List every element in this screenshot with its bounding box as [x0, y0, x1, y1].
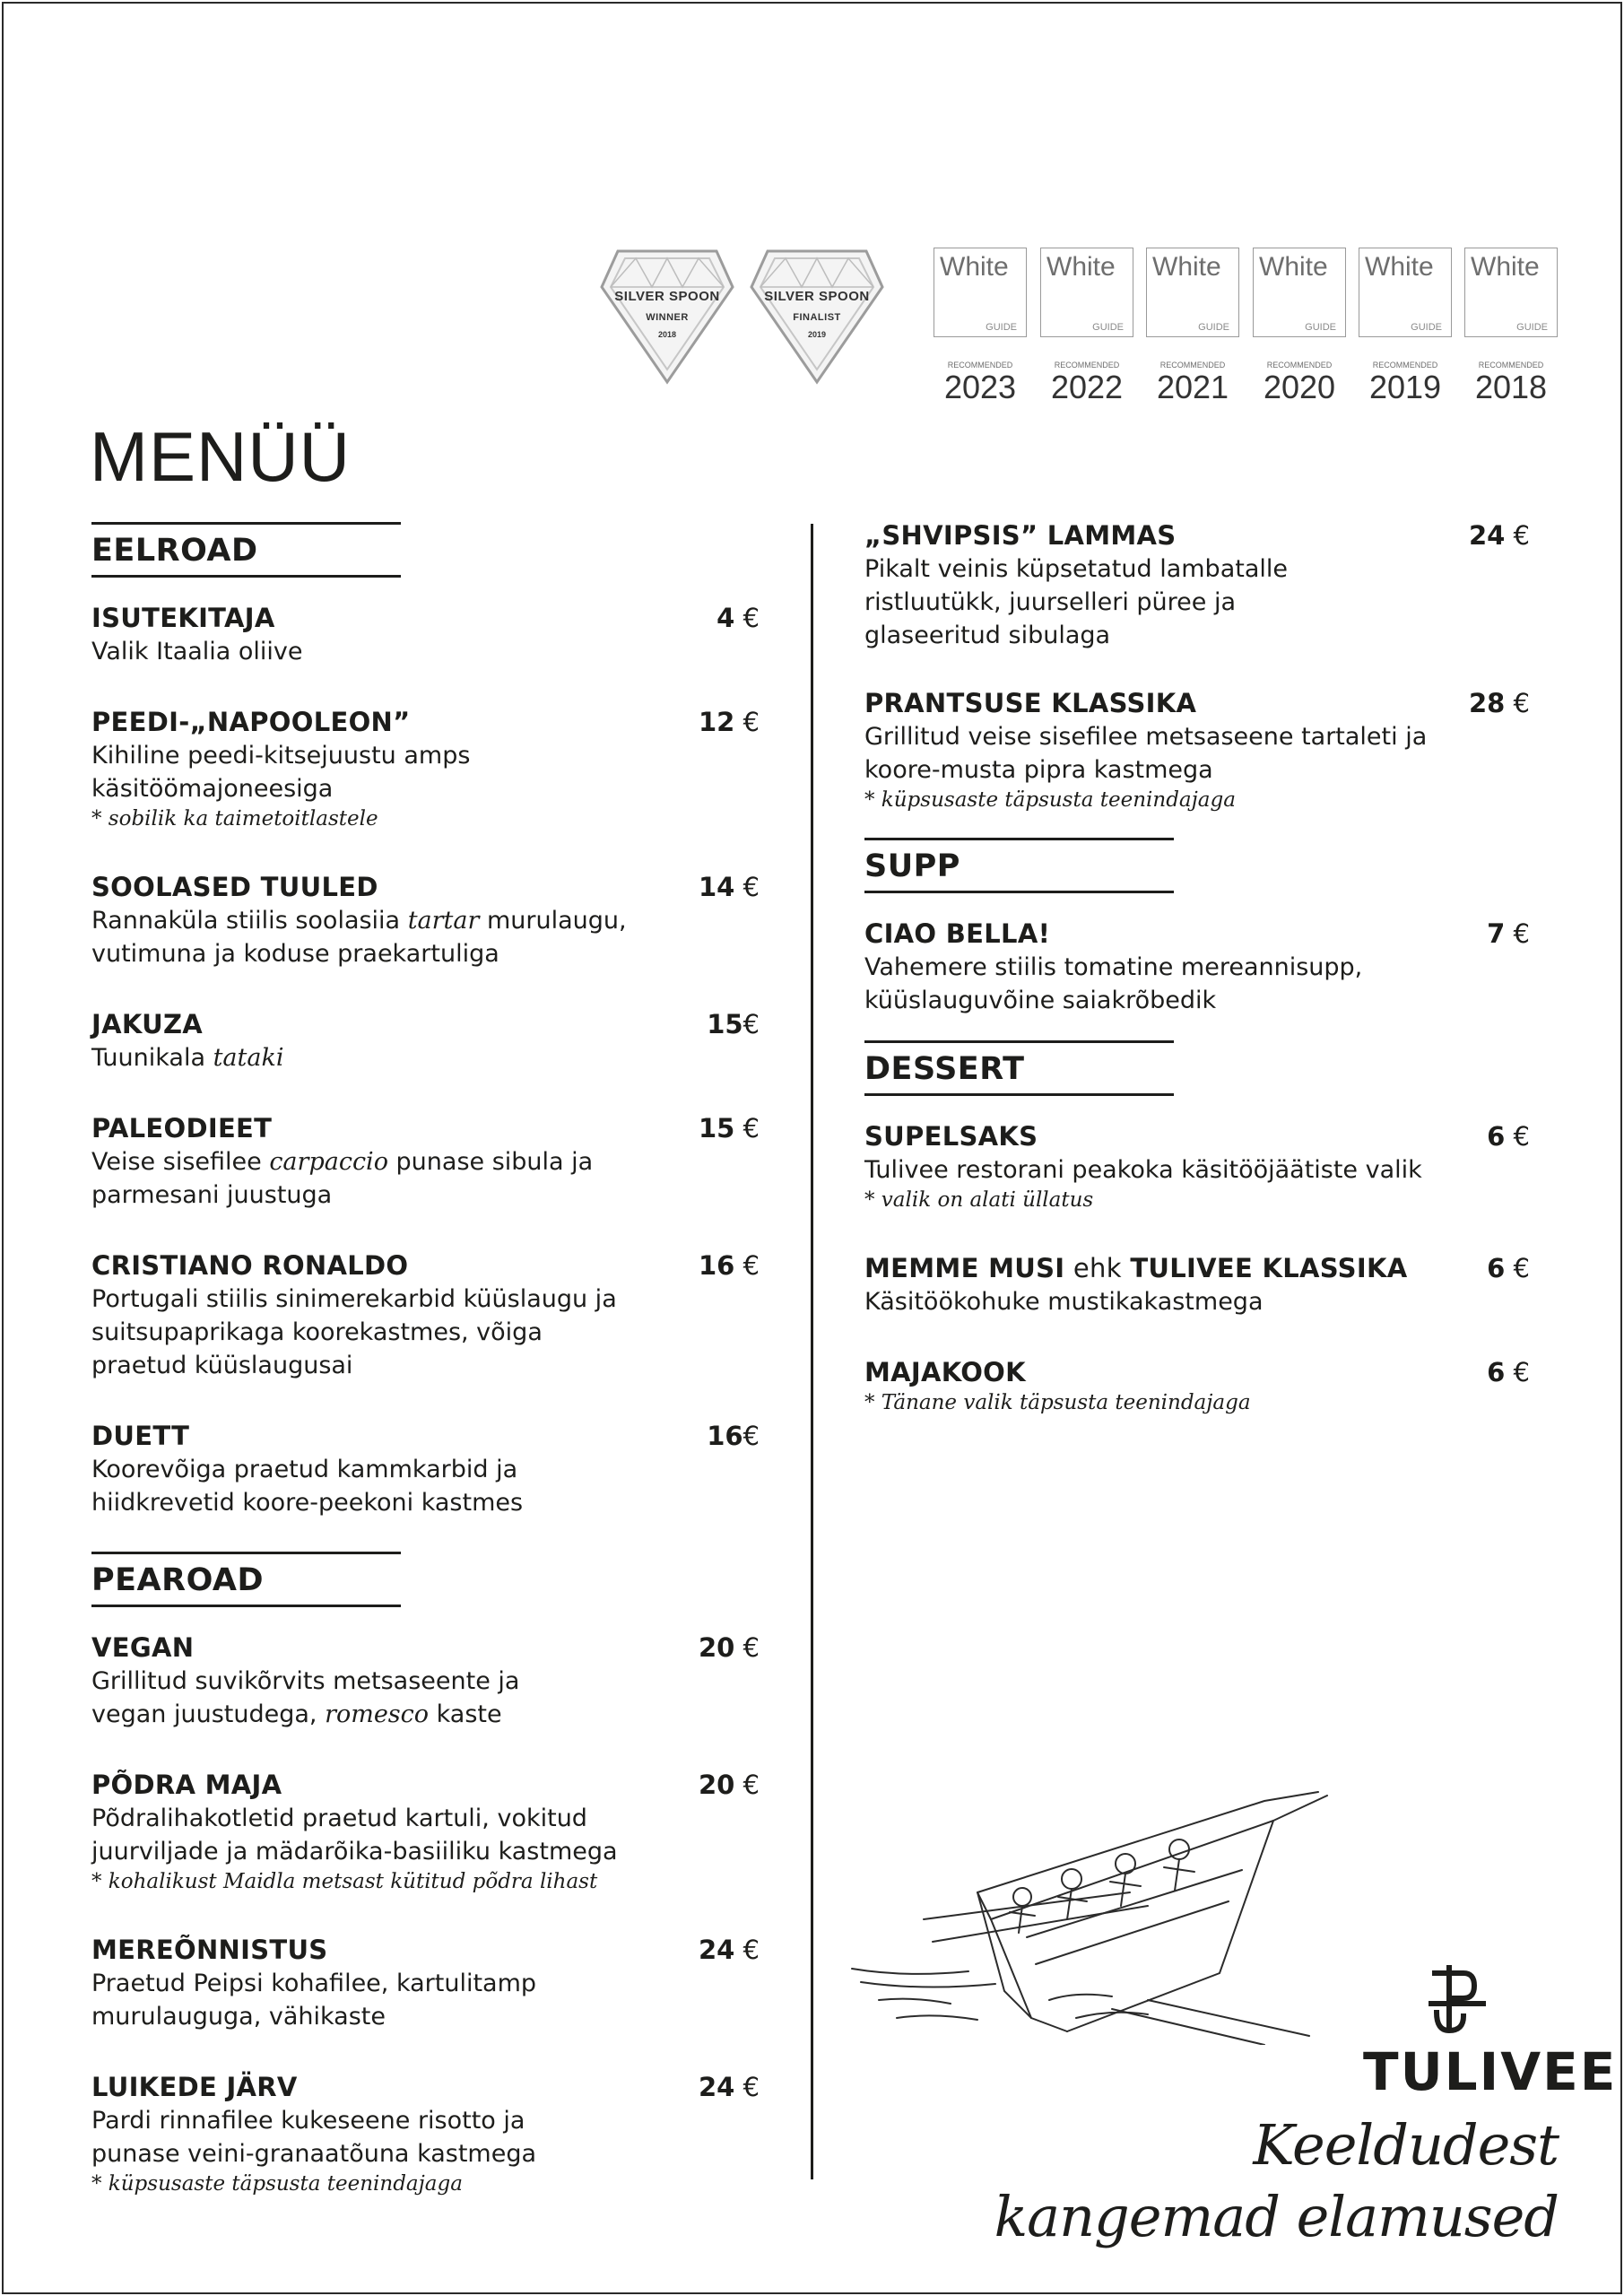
item-price: 4 €	[716, 603, 760, 633]
menu-item	[91, 1631, 760, 1731]
white-guide-guide: GUIDE	[1092, 322, 1124, 333]
menu-column-left	[91, 522, 760, 2235]
item-description: Pardi rinnafilee kukeseene risotto ja punase veini-granaatõuna kastmega	[91, 2107, 537, 2168]
menu-item	[91, 705, 760, 833]
item-price: 16€	[707, 1421, 760, 1451]
item-name: MAJAKOOK	[864, 1357, 1026, 1387]
item-price: 24 €	[698, 2072, 760, 2102]
section-title: EELROAD	[91, 533, 258, 569]
white-guide-year: 2022	[1050, 369, 1124, 405]
menu-item	[91, 1419, 760, 1519]
white-guide-guide: GUIDE	[1305, 322, 1336, 333]
item-price: 12 €	[698, 707, 760, 737]
section-dessert	[864, 1040, 1530, 1417]
item-name: „SHVIPSIS” LAMMAS	[864, 520, 1177, 551]
section-pearoad	[91, 1552, 760, 2198]
item-name: SOOLASED TUULED	[91, 872, 378, 902]
white-guide-word: White	[940, 252, 1009, 282]
menu-item	[864, 1251, 1530, 1318]
white-guide-guide: GUIDE	[1516, 322, 1548, 333]
menu-item	[91, 1007, 760, 1074]
menu-item	[91, 2070, 760, 2198]
white-guide-logo	[1464, 248, 1558, 337]
white-guide-label: RECOMMENDED	[1478, 361, 1544, 370]
item-note: * kohalikust Maidla metsast kütitud põdra lihast	[91, 1870, 598, 1893]
section-heading	[864, 1040, 1174, 1096]
item-description: Vahemere stiilis tomatine mereannisupp, küüslauguvõine saiakrõbedik	[864, 953, 1363, 1014]
white-guide-year: 2023	[943, 369, 1017, 405]
white-guide-year: 2019	[1368, 369, 1442, 405]
white-guide-badge	[1359, 248, 1452, 405]
white-guide-label: RECOMMENDED	[947, 361, 1013, 370]
white-guide-year: 2018	[1474, 369, 1548, 405]
item-name: SUPELSAKS	[864, 1121, 1038, 1152]
menu-item	[91, 870, 760, 970]
item-name: PRANTSUSE KLASSIKA	[864, 688, 1197, 718]
item-price: 24 €	[698, 1935, 760, 1965]
item-name: PEEDI-„NAPOOLEON”	[91, 707, 411, 737]
item-note: * valik on alati üllatus	[864, 1188, 1094, 1212]
menu-item	[91, 601, 760, 668]
section-eelroad	[91, 522, 760, 1519]
item-description: Käsitöökohuke mustikakastmega	[864, 1288, 1264, 1316]
section-heading	[91, 1552, 401, 1607]
white-guide-logo	[1040, 248, 1133, 337]
section-title: SUPP	[864, 848, 960, 884]
silver-spoon-year: 2018	[657, 330, 677, 339]
section-supp	[864, 838, 1530, 1017]
white-guide-year: 2021	[1156, 369, 1229, 405]
item-description: Portugali stiilis sinimerekarbid küüslaugu ja suitsupaprikaga koorekastmes, võiga praetud küüslaugusai	[91, 1285, 617, 1379]
white-guide-badge	[1464, 248, 1558, 405]
menu-item	[864, 518, 1530, 652]
menu-item	[91, 1111, 760, 1212]
item-description: Koorevõiga praetud kammkarbid ja hiidkrevetid koore-peekoni kastmes	[91, 1456, 524, 1517]
white-guide-label: RECOMMENDED	[1372, 361, 1438, 370]
tulivee-logo-mark	[1428, 1964, 1490, 2034]
item-name: JAKUZA	[91, 1009, 204, 1039]
brand-name: TULIVEE	[1363, 2041, 1618, 2102]
section-title: DESSERT	[864, 1051, 1025, 1087]
rowing-boat-illustration	[843, 1785, 1345, 2045]
white-guide-guide: GUIDE	[986, 322, 1017, 333]
section-pearoad-continued	[864, 518, 1530, 814]
silver-spoon-badge-finalist	[750, 244, 884, 386]
item-description: Valik Itaalia oliive	[91, 638, 303, 665]
item-price: 6 €	[1487, 1121, 1530, 1152]
menu-item	[91, 1768, 760, 1896]
white-guide-word: White	[1046, 252, 1116, 282]
item-price: 20 €	[698, 1770, 760, 1800]
item-name: MEMME MUSI ehk TULIVEE KLASSIKA	[864, 1253, 1408, 1283]
white-guide-label: RECOMMENDED	[1054, 361, 1120, 370]
item-description: Tuunikala tataki	[91, 1044, 284, 1072]
white-guide-badge	[1146, 248, 1239, 405]
white-guide-logo	[1146, 248, 1239, 337]
menu-item	[864, 1355, 1530, 1417]
item-price: 6 €	[1487, 1357, 1530, 1387]
item-description: Põdralihakotletid praetud kartuli, vokitud juurviljade ja mädarõika-basiiliku kastmega	[91, 1805, 618, 1866]
item-price: 24 €	[1468, 520, 1530, 551]
silver-spoon-rank: FINALIST	[793, 312, 841, 323]
item-price: 28 €	[1468, 688, 1530, 718]
item-price: 7 €	[1487, 918, 1530, 949]
item-description: Grillitud veise sisefilee metsaseene tartaleti ja koore-musta pipra kastmega	[864, 723, 1428, 784]
white-guide-logo	[934, 248, 1027, 337]
item-description: Grillitud suvikõrvits metsaseente ja vegan juustudega, romesco kaste	[91, 1667, 520, 1728]
item-price: 6 €	[1487, 1253, 1530, 1283]
section-heading	[864, 838, 1174, 893]
white-guide-guide: GUIDE	[1411, 322, 1442, 333]
silver-spoon-badge-winner	[600, 244, 734, 386]
silver-spoon-rank: WINNER	[646, 312, 689, 323]
white-guide-word: White	[1259, 252, 1328, 282]
white-guide-word: White	[1152, 252, 1221, 282]
white-guide-badge	[1253, 248, 1346, 405]
menu-item	[864, 917, 1530, 1017]
white-guide-word: White	[1471, 252, 1540, 282]
item-name: ISUTEKITAJA	[91, 603, 275, 633]
white-guide-guide: GUIDE	[1198, 322, 1229, 333]
menu-item	[91, 1933, 760, 2033]
item-note: * küpsusaste täpsusta teenindajaga	[864, 788, 1236, 812]
white-guide-year: 2020	[1263, 369, 1336, 405]
item-description: Veise sisefilee carpaccio punase sibula ja parmesani juustuga	[91, 1148, 594, 1209]
page-title: MENÜÜ	[90, 417, 351, 496]
item-price: 15 €	[698, 1113, 760, 1144]
brand-slogan: Keeldudest kangemad elamused	[994, 2112, 1559, 2249]
menu-column-right	[864, 518, 1530, 1454]
silver-spoon-year: 2019	[807, 330, 827, 339]
item-name: PÕDRA MAJA	[91, 1770, 282, 1800]
item-name: MEREÕNNISTUS	[91, 1935, 328, 1965]
item-description: Rannaküla stiilis soolasiia tartar murulaugu, vutimuna ja koduse praekartuliga	[91, 907, 627, 968]
item-note: * sobilik ka taimetoitlastele	[91, 807, 378, 831]
item-name: CIAO BELLA!	[864, 918, 1051, 949]
item-name: CRISTIANO RONALDO	[91, 1250, 409, 1281]
white-guide-badge	[934, 248, 1027, 405]
item-name: LUIKEDE JÄRV	[91, 2072, 298, 2102]
item-price: 16 €	[698, 1250, 760, 1281]
white-guide-label: RECOMMENDED	[1266, 361, 1333, 370]
section-heading	[91, 522, 401, 578]
item-name: VEGAN	[91, 1632, 195, 1663]
item-description: Praetud Peipsi kohafilee, kartulitamp murulauguga, vähikaste	[91, 1970, 537, 2031]
white-guide-logo	[1253, 248, 1346, 337]
white-guide-badge	[1040, 248, 1133, 405]
white-guide-word: White	[1365, 252, 1434, 282]
white-guide-logo	[1359, 248, 1452, 337]
item-name: PALEODIEET	[91, 1113, 273, 1144]
menu-item	[91, 1248, 760, 1382]
menu-item	[864, 686, 1530, 814]
silver-spoon-brand: SILVER SPOON	[614, 289, 720, 304]
white-guide-label: RECOMMENDED	[1159, 361, 1226, 370]
item-price: 15€	[707, 1009, 760, 1039]
item-note: * Tänane valik täpsusta teenindajaga	[864, 1391, 1251, 1414]
column-divider	[811, 524, 813, 2179]
item-price: 14 €	[698, 872, 760, 902]
item-note: * küpsusaste täpsusta teenindajaga	[91, 2172, 463, 2196]
item-description: Tulivee restorani peakoka käsitööjäätiste valik	[864, 1156, 1422, 1184]
menu-item	[864, 1119, 1530, 1214]
section-title: PEAROAD	[91, 1562, 265, 1598]
silver-spoon-brand: SILVER SPOON	[764, 289, 870, 304]
item-description: Pikalt veinis küpsetatud lambatalle ristluutükk, juurselleri püree ja glaseeritud sibulaga	[864, 555, 1288, 649]
item-description: Kihiline peedi-kitsejuustu amps käsitöömajoneesiga	[91, 742, 471, 803]
item-name: DUETT	[91, 1421, 190, 1451]
item-price: 20 €	[698, 1632, 760, 1663]
